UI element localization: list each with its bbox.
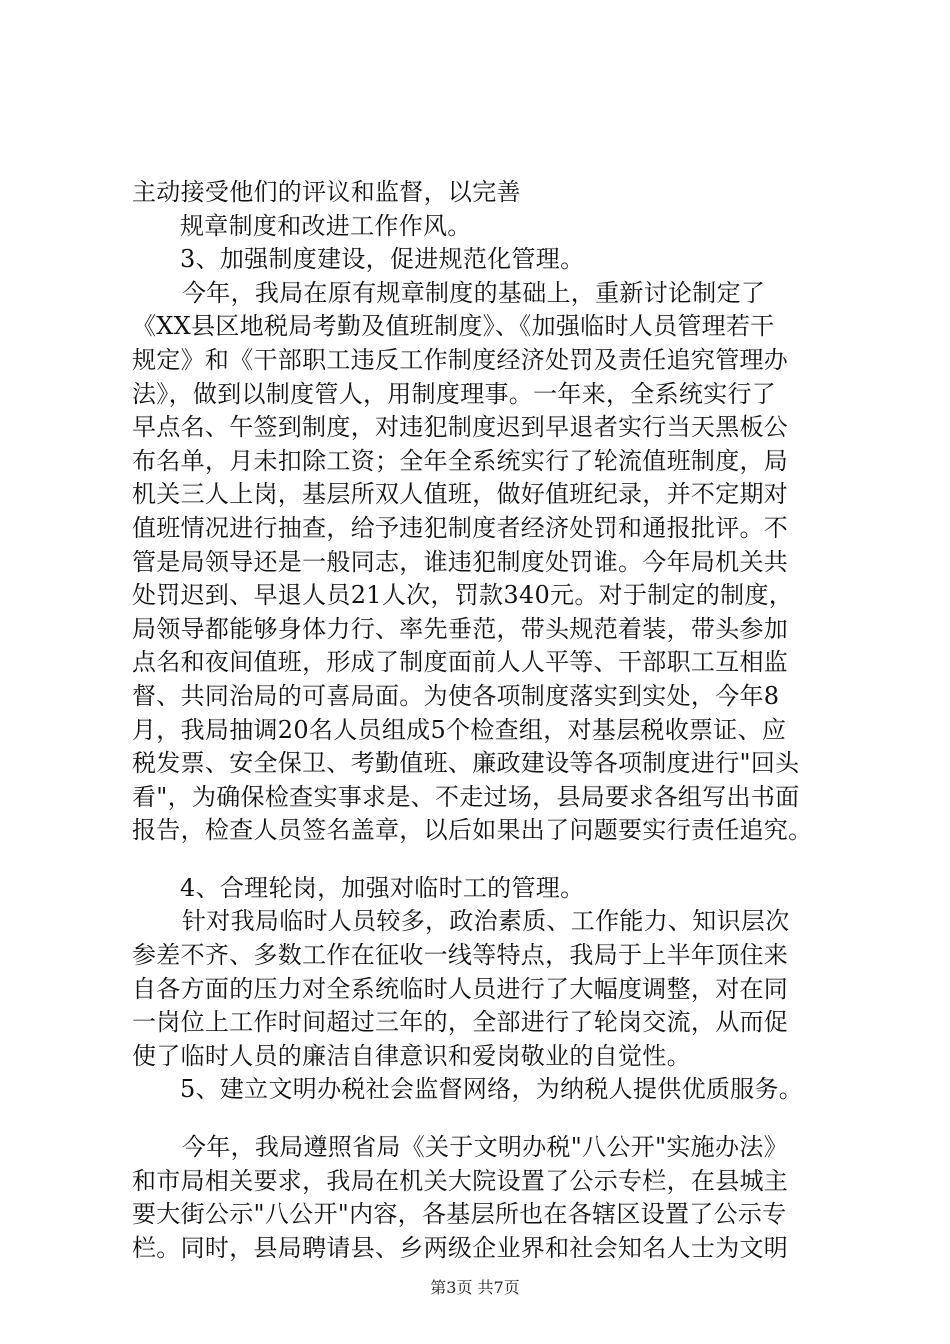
text-line: 《XX县区地税局考勤及值班制度》、《加强临时人员管理若干 xyxy=(132,312,775,341)
text-line: 处罚迟到、早退人员21人次，罚款340元。对于制定的制度， xyxy=(132,581,794,610)
text-line: 布名单，月未扣除工资；全年全系统实行了轮流值班制度，局 xyxy=(132,446,789,475)
section-heading-5: 5、建立文明办税社会监督网络，为纳税人提供优质服务。 xyxy=(180,1075,804,1104)
section-heading-3: 3、加强制度建设，促进规范化管理。 xyxy=(180,245,585,274)
text-line: 栏。同时，县局聘请县、乡两级企业界和社会知名人士为文明 xyxy=(132,1233,789,1262)
text-line: 主动接受他们的评议和监督，以完善 xyxy=(132,178,521,206)
paragraph-gap xyxy=(132,1107,852,1131)
text-line: 月，我局抽调20名人员组成5个检查组，对基层税收票证、应 xyxy=(132,715,787,744)
section-heading-4: 4、合理轮岗，加强对临时工的管理。 xyxy=(180,873,585,902)
text-line: 机关三人上岗，基层所双人值班，做好值班纪录，并不定期对 xyxy=(132,480,789,509)
page-number-footer: 第3页 共7页 xyxy=(430,1278,520,1297)
paragraph-start: 今年，我局在原有规章制度的基础上，重新讨论制定了 xyxy=(182,278,766,307)
document-body xyxy=(132,176,852,1265)
text-line: 点名和夜间值班，形成了制度面前人人平等、干部职工互相监 xyxy=(132,648,789,677)
paragraph-start: 今年，我局遵照省局《关于文明办税"八公开"实施办法》 xyxy=(182,1133,788,1162)
text-line: 看"，为确保检查实事求是、不走过场，县局要求各组写出书面 xyxy=(132,782,800,811)
text-line: 法》，做到以制度管人，用制度理事。一年来，全系统实行了 xyxy=(132,379,777,408)
text-line: 使了临时人员的廉洁自律意识和爱岗敬业的自觉性。 xyxy=(132,1041,691,1070)
text-line: 参差不齐、多数工作在征收一线等特点，我局于上半年顶住来 xyxy=(132,941,789,970)
text-line: 值班情况进行抽查，给予违犯制度者经济处罚和通报批评。不 xyxy=(132,513,789,542)
text-line: 督、共同治局的可喜局面。为使各项制度落实到实处，今年8 xyxy=(132,681,780,710)
text-line: 要大街公示"八公开"内容，各基层所也在各辖区设置了公示专 xyxy=(132,1200,787,1229)
text-line: 局领导都能够身体力行、率先垂范，带头规范着装，带头参加 xyxy=(132,614,789,643)
text-line: 自各方面的压力对全系统临时人员进行了大幅度调整，对在同 xyxy=(132,974,789,1003)
text-line: 和市局相关要求，我局在机关大院设置了公示专栏，在县城主 xyxy=(132,1166,789,1195)
paragraph-gap xyxy=(132,848,852,872)
text-line: 一岗位上工作时间超过三年的，全部进行了轮岗交流，从而促 xyxy=(132,1008,789,1037)
text-line: 税发票、安全保卫、考勤值班、廉政建设等各项制度进行"回头 xyxy=(132,749,800,778)
paragraph-start: 针对我局临时人员较多，政治素质、工作能力、知识层次 xyxy=(182,907,790,936)
text-line: 报告，检查人员签名盖章，以后如果出了问题要实行责任追究。 xyxy=(132,816,813,845)
text-line: 早点名、午签到制度，对违犯制度迟到早退者实行当天黑板公 xyxy=(132,413,789,442)
text-line: 规章制度和改进工作作风。 xyxy=(180,211,472,240)
text-line: 管是局领导还是一般同志，谁违犯制度处罚谁。今年局机关共 xyxy=(132,547,789,576)
text-line: 规定》和《干部职工违反工作制度经济处罚及责任追究管理办 xyxy=(132,345,789,374)
